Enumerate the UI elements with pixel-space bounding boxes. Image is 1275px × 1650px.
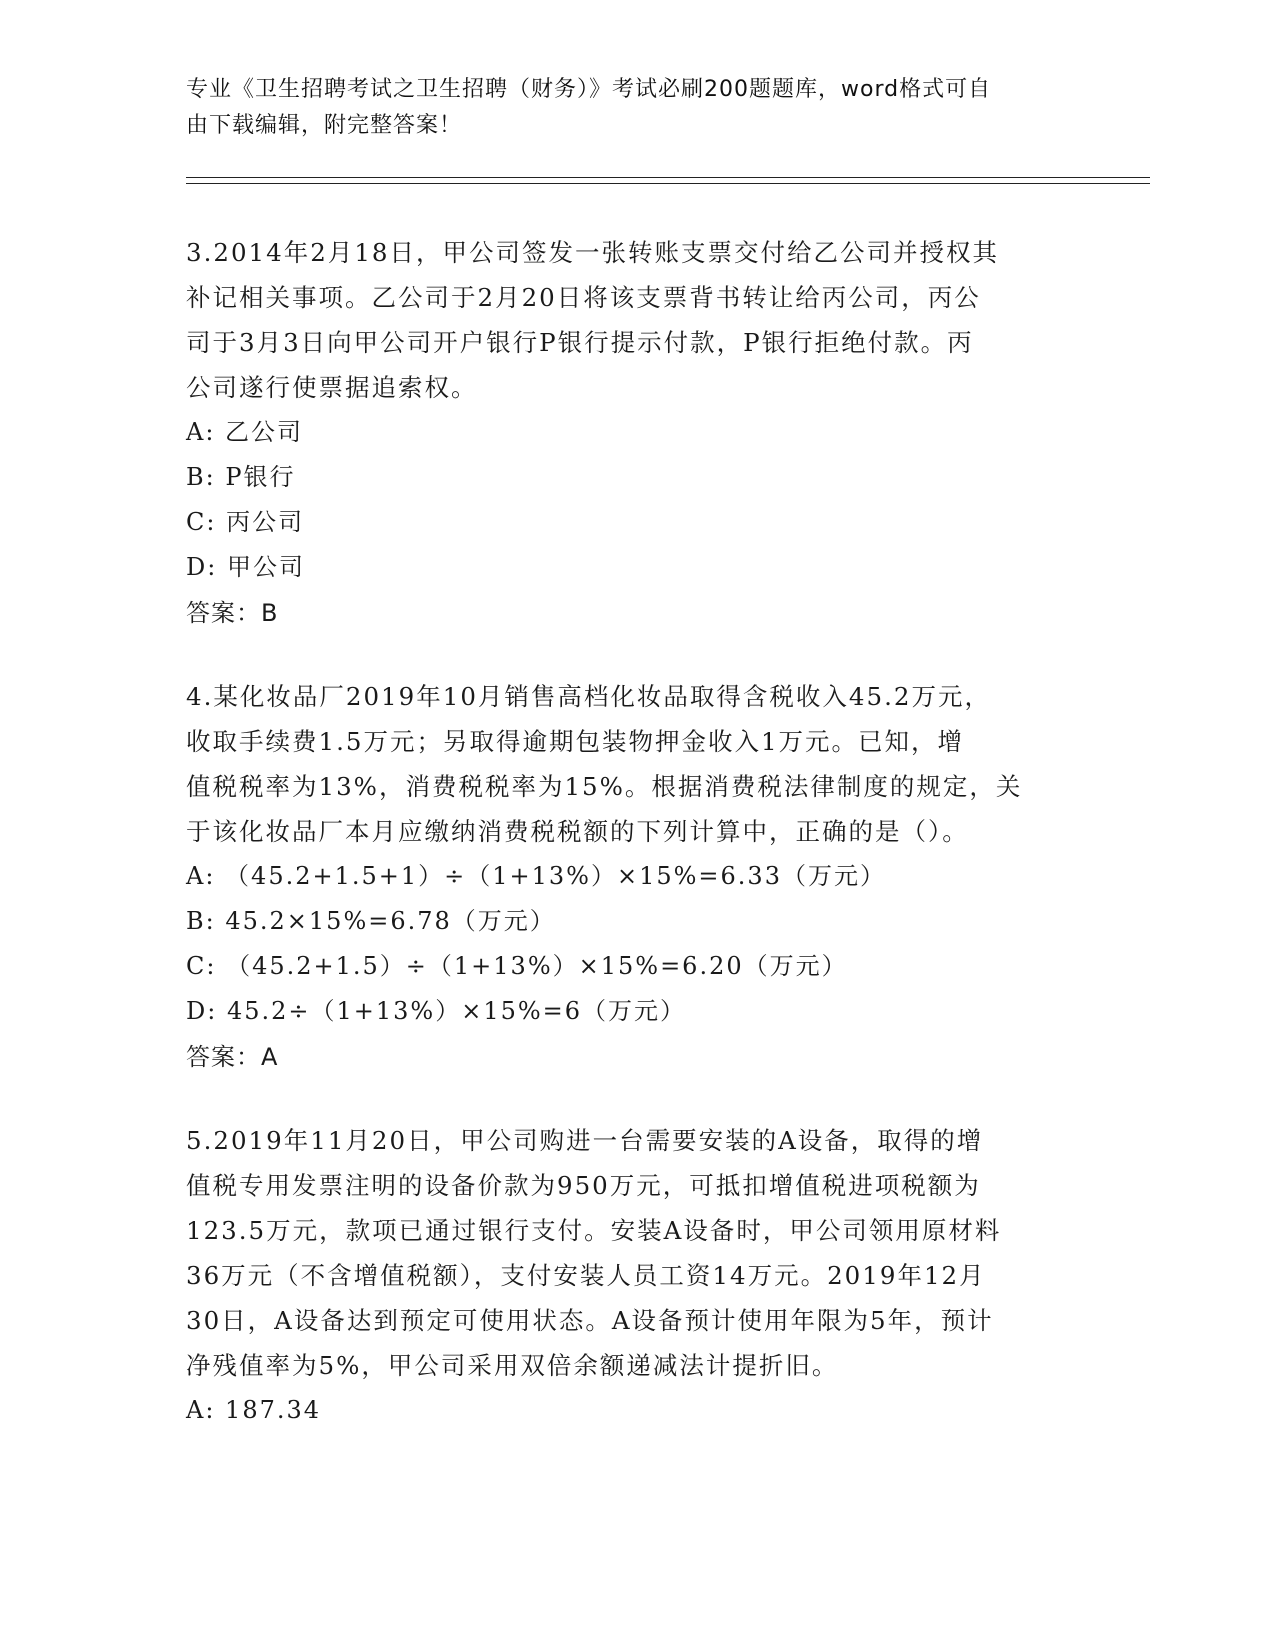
question-stem-line: 4.某化妆品厂2019年10月销售高档化妆品取得含税收入45.2万元， xyxy=(186,682,991,711)
question-stem-line: 于该化妆品厂本月应缴纳消费税税额的下列计算中，正确的是（）。 xyxy=(186,817,969,846)
question-stem-line: 5.2019年11月20日，甲公司购进一台需要安装的A设备，取得的增 xyxy=(186,1126,984,1155)
option-a: A: 乙公司 xyxy=(186,418,304,446)
question-list xyxy=(186,230,1086,1471)
header-divider-bottom xyxy=(186,183,1150,184)
option-b: B: 45.2×15%=6.78（万元） xyxy=(186,907,556,935)
header-title-line-1: 专业《卫生招聘考试之卫生招聘（财务）》考试必刷200题题库，word格式可自 xyxy=(186,77,992,102)
question-stem-line: 补记相关事项。乙公司于2月20日将该支票背书转让给丙公司，丙公 xyxy=(186,283,981,312)
answer-label: 答案：B xyxy=(186,599,279,627)
question-stem-line: 收取手续费1.5万元；另取得逾期包装物押金收入1万元。已知，增 xyxy=(186,727,965,756)
option-c: C: （45.2+1.5）÷（1+13%）×15%=6.20（万元） xyxy=(186,952,848,980)
answer-label: 答案：A xyxy=(186,1043,279,1071)
header-title-line-2: 由下载编辑，附完整答案！ xyxy=(186,113,463,138)
option-c: C: 丙公司 xyxy=(186,508,305,536)
document-header xyxy=(186,72,1086,144)
option-d: D: 甲公司 xyxy=(186,553,305,581)
option-a: A: （45.2+1.5+1）÷（1+13%）×15%=6.33（万元） xyxy=(186,862,886,890)
question-4 xyxy=(186,674,1086,1080)
question-stem-line: 36万元（不含增值税额），支付安装人员工资14万元。2019年12月 xyxy=(186,1261,986,1290)
question-stem-line: 值税税率为13%，消费税税率为15%。根据消费税法律制度的规定，关 xyxy=(186,772,1023,801)
header-divider-top xyxy=(186,177,1150,178)
question-stem-line: 3.2014年2月18日，甲公司签发一张转账支票交付给乙公司并授权其 xyxy=(186,238,999,267)
question-stem-line: 公司遂行使票据追索权。 xyxy=(186,373,478,402)
option-d: D: 45.2÷（1+13%）×15%=6（万元） xyxy=(186,997,687,1025)
question-stem-line: 司于3月3日向甲公司开户银行P银行提示付款，P银行拒绝付款。丙 xyxy=(186,328,974,357)
question-stem-line: 30日，A设备达到预定可使用状态。A设备预计使用年限为5年，预计 xyxy=(186,1306,994,1335)
question-stem-line: 净残值率为5%，甲公司采用双倍余额递减法计提折旧。 xyxy=(186,1351,839,1380)
question-stem-line: 值税专用发票注明的设备价款为950万元，可抵扣增值税进项税额为 xyxy=(186,1171,981,1200)
option-b: B: P银行 xyxy=(186,463,296,491)
question-stem-line: 123.5万元，款项已通过银行支付。安装A设备时，甲公司领用原材料 xyxy=(186,1216,1002,1245)
question-5 xyxy=(186,1118,1086,1433)
question-3 xyxy=(186,230,1086,636)
option-a: A: 187.34 xyxy=(186,1396,322,1424)
